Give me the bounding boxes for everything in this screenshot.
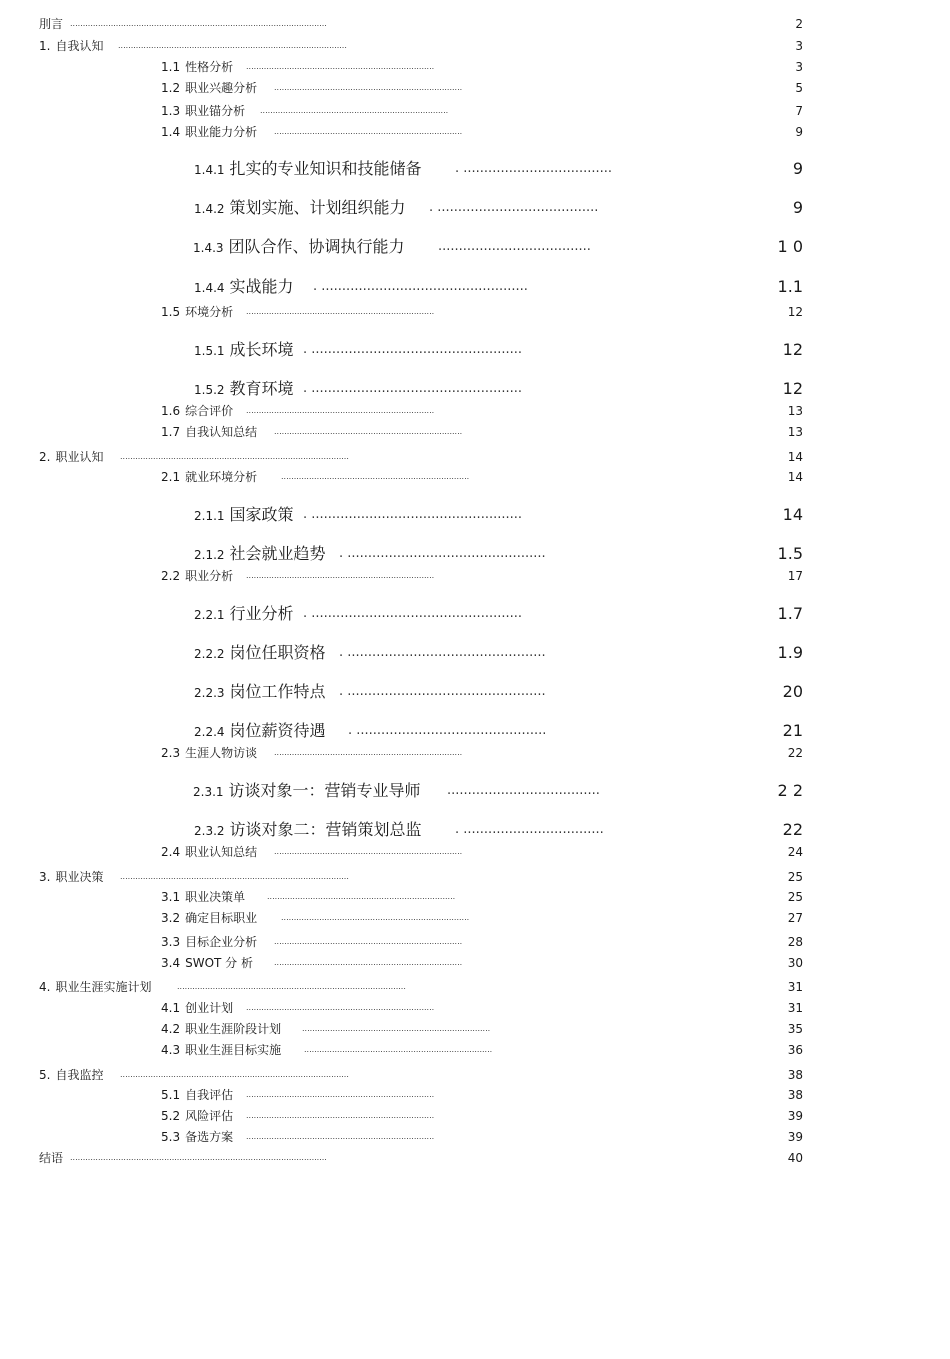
toc-entry-number: 4. xyxy=(39,980,51,994)
toc-page-number: 36 xyxy=(787,1043,803,1057)
toc-entry-label: 风险评估 xyxy=(185,1109,234,1123)
toc-page-number: 9 xyxy=(795,125,803,139)
toc-page-number: 3 xyxy=(795,39,803,53)
toc-page-number: 13 xyxy=(787,404,803,418)
toc-page-number: 30 xyxy=(787,956,803,970)
toc-entry[interactable] xyxy=(0,1150,950,1166)
toc-entry-label: SWOT 分 析 xyxy=(185,956,253,970)
toc-page-number: 13 xyxy=(787,425,803,439)
toc-dot-leader: . .................................................. xyxy=(313,279,528,294)
toc-entry-number: 1.4.4 xyxy=(194,281,225,295)
toc-entry[interactable] xyxy=(0,38,950,54)
toc-dot-leader: . .................................. xyxy=(455,822,604,837)
toc-entry-number: 1.5.1 xyxy=(194,344,225,358)
toc-entry[interactable] xyxy=(0,1087,950,1103)
toc-entry-label: 职业生涯目标实施 xyxy=(185,1043,282,1057)
toc-entry[interactable] xyxy=(0,103,950,119)
toc-entry-number: 1.4.2 xyxy=(194,202,225,216)
toc-entry[interactable] xyxy=(0,934,950,950)
toc-entry-label: 社会就业趋势 xyxy=(229,544,326,563)
toc-page-number: 39 xyxy=(787,1109,803,1123)
toc-entry[interactable] xyxy=(0,889,950,905)
toc-page-number: 22 xyxy=(782,820,803,839)
toc-entry[interactable] xyxy=(0,1021,950,1037)
toc-page-number: 31 xyxy=(787,980,803,994)
toc-dot-leader: .......................................................................... xyxy=(246,571,435,580)
toc-entry-number: 5.1 xyxy=(161,1088,181,1102)
toc-dot-leader: .......................................................................... xyxy=(274,427,463,436)
toc-dot-leader: . .............................................. xyxy=(348,723,547,738)
toc-entry[interactable] xyxy=(0,844,950,860)
toc-entry-label: 成长环境 xyxy=(229,340,294,359)
toc-dot-leader: .......................................................................... xyxy=(246,62,435,71)
toc-entry-label: 职业认知总结 xyxy=(185,845,258,859)
toc-page-number: 2 2 xyxy=(777,781,803,800)
toc-entry[interactable] xyxy=(0,745,950,761)
toc-entry-label: 综合评价 xyxy=(185,404,234,418)
toc-dot-leader: .......................................................................... xyxy=(246,1111,435,1120)
toc-entry-label: 职业生涯阶段计划 xyxy=(185,1022,282,1036)
toc-entry-number: 4.3 xyxy=(161,1043,181,1057)
toc-entry-label: 性格分析 xyxy=(185,60,234,74)
toc-dot-leader: ..................................... xyxy=(438,239,591,254)
toc-page-number: 25 xyxy=(787,870,803,884)
toc-page-number: 14 xyxy=(787,450,803,464)
toc-entry-label: 生涯人物访谈 xyxy=(185,746,258,760)
toc-entry-label: 岗位任职资格 xyxy=(229,643,326,662)
toc-page-number: 40 xyxy=(787,1151,803,1165)
toc-entry-number: 3.1 xyxy=(161,890,181,904)
toc-entry-label: 职业决策单 xyxy=(185,890,246,904)
toc-entry[interactable] xyxy=(0,80,950,96)
toc-entry[interactable] xyxy=(0,1042,950,1058)
toc-entry-label: 策划实施、计划组织能力 xyxy=(229,198,406,217)
toc-entry-number: 1.5 xyxy=(161,305,181,319)
toc-page-number: 12 xyxy=(782,379,803,398)
toc-entry[interactable] xyxy=(0,424,950,440)
toc-entry-label: 职业能力分析 xyxy=(185,125,258,139)
toc-page-number: 1.1 xyxy=(777,277,803,296)
toc-dot-leader: .......................................................................... xyxy=(246,307,435,316)
toc-entry-number: 3. xyxy=(39,870,51,884)
toc-entry-number: 2.2.1 xyxy=(194,608,225,622)
toc-entry[interactable] xyxy=(0,16,950,32)
toc-entry-number: 1.2 xyxy=(161,81,181,95)
toc-entry-label: 国家政策 xyxy=(229,505,294,524)
toc-entry[interactable] xyxy=(0,59,950,75)
toc-entry-label: 职业生涯实施计划 xyxy=(55,980,152,994)
toc-entry[interactable] xyxy=(0,197,950,219)
toc-entry-number: 2. xyxy=(39,450,51,464)
toc-dot-leader: . ....................................... xyxy=(429,200,599,215)
toc-page-number: 9 xyxy=(792,159,803,178)
toc-entry[interactable] xyxy=(0,780,950,802)
toc-entry-number: 1.4 xyxy=(161,125,181,139)
toc-entry-label: 行业分析 xyxy=(229,604,294,623)
toc-entry[interactable] xyxy=(0,449,950,465)
toc-entry-label: 职业分析 xyxy=(185,569,234,583)
toc-page-number: 31 xyxy=(787,1001,803,1015)
toc-entry[interactable] xyxy=(0,1067,950,1083)
toc-entry[interactable] xyxy=(0,955,950,971)
toc-entry[interactable] xyxy=(0,276,950,298)
toc-entry[interactable] xyxy=(0,304,950,320)
toc-dot-leader: . ................................................... xyxy=(303,342,523,357)
toc-entry-number: 2.3 xyxy=(161,746,181,760)
toc-entry-number: 2.1 xyxy=(161,470,181,484)
toc-dot-leader: .......................................................................................... xyxy=(120,872,349,881)
toc-entry-label: 访谈对象二：营销策划总监 xyxy=(229,820,422,839)
toc-entry[interactable] xyxy=(0,378,950,400)
toc-entry-number: 3.2 xyxy=(161,911,181,925)
toc-page-number: 21 xyxy=(782,721,803,740)
toc-page-number: 38 xyxy=(787,1068,803,1082)
toc-entry-number: 4.2 xyxy=(161,1022,181,1036)
toc-dot-leader: .......................................................................... xyxy=(274,748,463,757)
toc-dot-leader: . ................................................... xyxy=(303,381,523,396)
toc-page-number: 9 xyxy=(792,198,803,217)
toc-dot-leader: ..................................... xyxy=(447,783,600,798)
toc-dot-leader: .......................................................................................... xyxy=(120,1070,349,1079)
toc-entry-label: 职业兴趣分析 xyxy=(185,81,258,95)
toc-entry[interactable] xyxy=(0,568,950,584)
toc-dot-leader: .......................................................................... xyxy=(274,958,463,967)
toc-entry-number: 5.2 xyxy=(161,1109,181,1123)
toc-entry-label: 备选方案 xyxy=(185,1130,234,1144)
toc-page-number: 22 xyxy=(787,746,803,760)
toc-entry[interactable] xyxy=(0,910,950,926)
toc-entry[interactable] xyxy=(0,236,950,258)
toc-entry-label: 团队合作、协调执行能力 xyxy=(228,237,405,256)
toc-page-number: 12 xyxy=(782,340,803,359)
toc-dot-leader: .......................................................................... xyxy=(274,847,463,856)
toc-entry[interactable] xyxy=(0,720,950,742)
toc-page-number: 20 xyxy=(782,682,803,701)
toc-dot-leader: . .................................... xyxy=(455,161,613,176)
toc-entry-number: 1.6 xyxy=(161,404,181,418)
toc-entry[interactable] xyxy=(0,869,950,885)
toc-entry-label: 刖言 xyxy=(39,17,64,31)
toc-dot-leader: . ................................................... xyxy=(303,606,523,621)
toc-dot-leader: .......................................................................... xyxy=(246,406,435,415)
toc-entry-number: 1. xyxy=(39,39,51,53)
toc-entry-number: 2.2.2 xyxy=(194,647,225,661)
toc-page-number: 39 xyxy=(787,1130,803,1144)
toc-page-number: 38 xyxy=(787,1088,803,1102)
toc-entry-number: 2.3.2 xyxy=(194,824,225,838)
toc-dot-leader: .......................................................................... xyxy=(304,1045,493,1054)
toc-entry[interactable] xyxy=(0,504,950,526)
toc-entry[interactable] xyxy=(0,642,950,664)
toc-dot-leader: . ................................................ xyxy=(339,684,546,699)
toc-entry[interactable] xyxy=(0,403,950,419)
toc-entry-label: 岗位薪资待遇 xyxy=(229,721,326,740)
toc-entry[interactable] xyxy=(0,603,950,625)
toc-entry-label: 职业决策 xyxy=(55,870,104,884)
toc-page-number: 1.5 xyxy=(777,544,803,563)
toc-entry-number: 3.4 xyxy=(161,956,181,970)
toc-dot-leader: .......................................................................... xyxy=(267,892,456,901)
toc-dot-leader: ..................................................................................................... xyxy=(70,19,327,28)
toc-page-number: 35 xyxy=(787,1022,803,1036)
toc-entry-label: 自我认知 xyxy=(55,39,104,53)
toc-entry[interactable] xyxy=(0,819,950,841)
toc-dot-leader: .......................................................................................... xyxy=(120,452,349,461)
toc-entry[interactable] xyxy=(0,124,950,140)
toc-entry-number: 3.3 xyxy=(161,935,181,949)
toc-entry-label: 环境分析 xyxy=(185,305,234,319)
toc-page-number: 28 xyxy=(787,935,803,949)
toc-dot-leader: .......................................................................... xyxy=(274,83,463,92)
toc-entry[interactable] xyxy=(0,979,950,995)
toc-dot-leader: ..................................................................................................... xyxy=(70,1153,327,1162)
toc-dot-leader: .......................................................................... xyxy=(281,472,470,481)
toc-entry-number: 2.1.1 xyxy=(194,509,225,523)
toc-dot-leader: .......................................................................... xyxy=(246,1132,435,1141)
toc-entry-number: 1.1 xyxy=(161,60,181,74)
toc-entry-number: 1.4.1 xyxy=(194,163,225,177)
toc-dot-leader: .......................................................................... xyxy=(260,106,449,115)
toc-entry[interactable] xyxy=(0,339,950,361)
toc-entry-label: 自我监控 xyxy=(55,1068,104,1082)
toc-page-number: 25 xyxy=(787,890,803,904)
toc-dot-leader: .......................................................................... xyxy=(302,1024,491,1033)
toc-entry-label: 确定目标职业 xyxy=(185,911,258,925)
toc-page-number: 17 xyxy=(787,569,803,583)
toc-page-number: 7 xyxy=(795,104,803,118)
toc-page-number: 1.9 xyxy=(777,643,803,662)
toc-page-number: 1.7 xyxy=(777,604,803,623)
toc-entry-label: 实战能力 xyxy=(229,277,294,296)
toc-page-number: 24 xyxy=(787,845,803,859)
toc-dot-leader: .......................................................................................... xyxy=(177,982,406,991)
toc-entry[interactable] xyxy=(0,158,950,180)
toc-entry-label: 结语 xyxy=(39,1151,64,1165)
toc-page-number: 2 xyxy=(795,17,803,31)
toc-entry-number: 2.2 xyxy=(161,569,181,583)
toc-dot-leader: .......................................................................................... xyxy=(118,41,347,50)
toc-entry[interactable] xyxy=(0,1129,950,1145)
toc-entry-number: 4.1 xyxy=(161,1001,181,1015)
toc-dot-leader: .......................................................................... xyxy=(274,937,463,946)
toc-dot-leader: . ................................................... xyxy=(303,507,523,522)
toc-entry[interactable] xyxy=(0,1000,950,1016)
toc-dot-leader: .......................................................................... xyxy=(274,127,463,136)
toc-entry-label: 职业锚分析 xyxy=(185,104,246,118)
toc-entry-label: 岗位工作特点 xyxy=(229,682,326,701)
toc-entry-number: 1.3 xyxy=(161,104,181,118)
toc-entry-number: 5. xyxy=(39,1068,51,1082)
toc-entry-number: 5.3 xyxy=(161,1130,181,1144)
toc-entry-label: 访谈对象一：营销专业导师 xyxy=(228,781,421,800)
toc-entry-label: 教育环境 xyxy=(229,379,294,398)
toc-entry-label: 扎实的专业知识和技能储备 xyxy=(229,159,422,178)
toc-entry-number: 2.4 xyxy=(161,845,181,859)
toc-page-number: 27 xyxy=(787,911,803,925)
toc-dot-leader: .......................................................................... xyxy=(281,913,470,922)
toc-entry[interactable] xyxy=(0,1108,950,1124)
toc-page-number: 14 xyxy=(782,505,803,524)
toc-entry-number: 1.7 xyxy=(161,425,181,439)
toc-entry[interactable] xyxy=(0,681,950,703)
toc-entry-number: 1.4.3 xyxy=(193,241,224,255)
toc-entry-number: 2.1.2 xyxy=(194,548,225,562)
toc-dot-leader: . ................................................ xyxy=(339,645,546,660)
toc-entry-label: 自我认知总结 xyxy=(185,425,258,439)
toc-entry[interactable] xyxy=(0,543,950,565)
toc-dot-leader: . ................................................ xyxy=(339,546,546,561)
toc-page-number: 5 xyxy=(795,81,803,95)
toc-entry-label: 就业环境分析 xyxy=(185,470,258,484)
toc-dot-leader: .......................................................................... xyxy=(246,1090,435,1099)
toc-entry-number: 2.3.1 xyxy=(193,785,224,799)
toc-page-number: 3 xyxy=(795,60,803,74)
toc-page-number: 12 xyxy=(787,305,803,319)
toc-entry-label: 目标企业分析 xyxy=(185,935,258,949)
toc-entry[interactable] xyxy=(0,469,950,485)
toc-entry-number: 1.5.2 xyxy=(194,383,225,397)
toc-entry-number: 2.2.4 xyxy=(194,725,225,739)
toc-entry-label: 职业认知 xyxy=(55,450,104,464)
toc-entry-number: 2.2.3 xyxy=(194,686,225,700)
toc-entry-label: 自我评估 xyxy=(185,1088,234,1102)
toc-page-number: 14 xyxy=(787,470,803,484)
toc-dot-leader: .......................................................................... xyxy=(246,1003,435,1012)
toc-entry-label: 创业计划 xyxy=(185,1001,234,1015)
toc-page-number: 1 0 xyxy=(777,237,803,256)
